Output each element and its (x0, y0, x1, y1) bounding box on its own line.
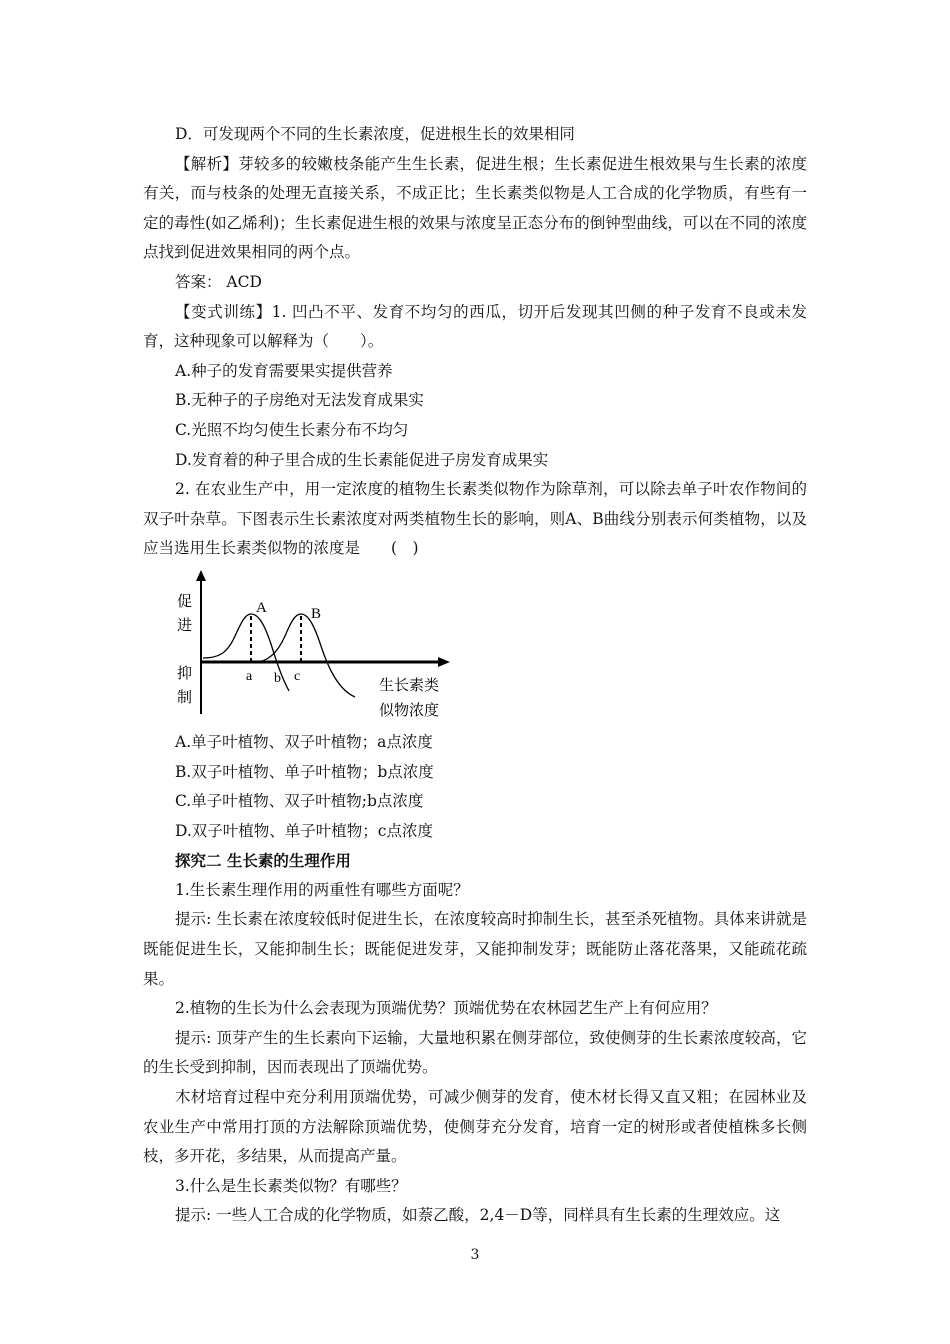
q1-option-d: D.发育着的种子里合成的生长素能促进子房发育成果实 (175, 450, 549, 469)
point-c-label: c (294, 668, 301, 684)
hint-2: 提示: 顶芽产生的生长素向下运输，大量地积累在侧芽部位，致使侧芽的生长素浓度较高，它的生长受到抑制，因而表现出了顶端优势。 (143, 1028, 807, 1077)
q2-option-c: C.单子叶植物、双子叶植物;b点浓度 (175, 792, 424, 811)
point-a-label: a (246, 668, 253, 684)
page-content (143, 120, 807, 1231)
y-label-cu: 促 (177, 593, 193, 610)
figure-svg (143, 566, 463, 726)
answer-line: 答案： ACD (175, 272, 262, 291)
hint-3: 提示: 一些人工合成的化学物质，如萘乙酸，2,4－D等，同样具有生长素的生理效应。这 (175, 1206, 781, 1225)
q1-option-c: C.光照不均匀使生长素分布不均匀 (175, 420, 409, 439)
variant-question-2: 2. 在农业生产中，用一定浓度的植物生长素类似物作为除草剂，可以除去单子叶农作物间的双子叶杂草。下图表示生长素浓度对两类植物生长的影响，则A、B曲线分别表示何类植物，以及应当选用生长素类似物的浓度是 ( ) (143, 480, 807, 558)
y-axis-arrow (196, 570, 206, 581)
page-number: 3 (470, 1247, 480, 1263)
x-axis-arrow (438, 657, 450, 667)
curve-a-label: A (256, 599, 267, 616)
hint-1: 提示: 生长素在浓度较低时促进生长，在浓度较高时抑制生长，甚至杀死植物。具体来讲就是既能促进生长，又能抑制生长；既能促进发芽，又能抑制发芽；既能防止落花落果，又能疏花疏果。 (143, 910, 807, 988)
auxin-concentration-figure (143, 566, 807, 726)
y-label-zhi: 制 (177, 689, 193, 706)
q2-option-d: D.双子叶植物、单子叶植物；c点浓度 (175, 821, 433, 840)
variant-question-1: 【变式训练】1. 凹凸不平、发育不均匀的西瓜，切开后发现其凹侧的种子发育不良或未发育，这种现象可以解释为（ ）。 (143, 302, 807, 351)
inquiry-question-1: 1.生长素生理作用的两重性有哪些方面呢？ (175, 880, 469, 899)
y-label-jin: 进 (177, 617, 193, 634)
x-label-line1: 生长素类 (379, 677, 440, 694)
inquiry-question-3: 3.什么是生长素类似物？有哪些？ (175, 1176, 407, 1195)
x-label-line2: 似物浓度 (379, 702, 440, 719)
q2-option-b: B.双子叶植物、单子叶植物；b点浓度 (175, 762, 434, 781)
curve-b-label: B (311, 605, 322, 622)
q2-option-a: A.单子叶植物、双子叶植物；a点浓度 (175, 732, 433, 751)
analysis-paragraph: 【解析】芽较多的较嫩枝条能产生生长素，促进生根；生长素促进生根效果与生长素的浓度有关，而与枝条的处理无直接关系，不成正比；生长素类似物是人工合成的化学物质，有些有一定的毒性(如乙烯利)；生长素促进生根的效果与浓度呈正态分布的倒钟型曲线，可以在不同的浓度点找到促进效果相同的两个点。 (143, 154, 807, 262)
curve-b-line (255, 614, 355, 697)
q1-option-a: A.种子的发育需要果实提供营养 (175, 361, 393, 380)
inquiry-question-2: 2.植物的生长为什么会表现为顶端优势？顶端优势在农林园艺生产上有何应用？ (175, 999, 717, 1018)
q1-option-b: B.无种子的子房绝对无法发育成果实 (175, 391, 424, 410)
y-label-yi: 抑 (177, 665, 193, 682)
option-d-text: D．可发现两个不同的生长素浓度，促进根生长的效果相同 (175, 125, 575, 143)
point-b-label: b (274, 670, 281, 686)
section-heading: 探究二 生长素的生理作用 (175, 851, 351, 871)
hint-2-continued: 木材培育过程中充分利用顶端优势，可减少侧芽的发育，使木材长得又直又粗；在园林业及农业生产中常用打顶的方法解除顶端优势，使侧芽充分发育，培育一定的树形或者使植株多长侧枝，多开花，多结果，从而提高产量。 (143, 1088, 807, 1166)
